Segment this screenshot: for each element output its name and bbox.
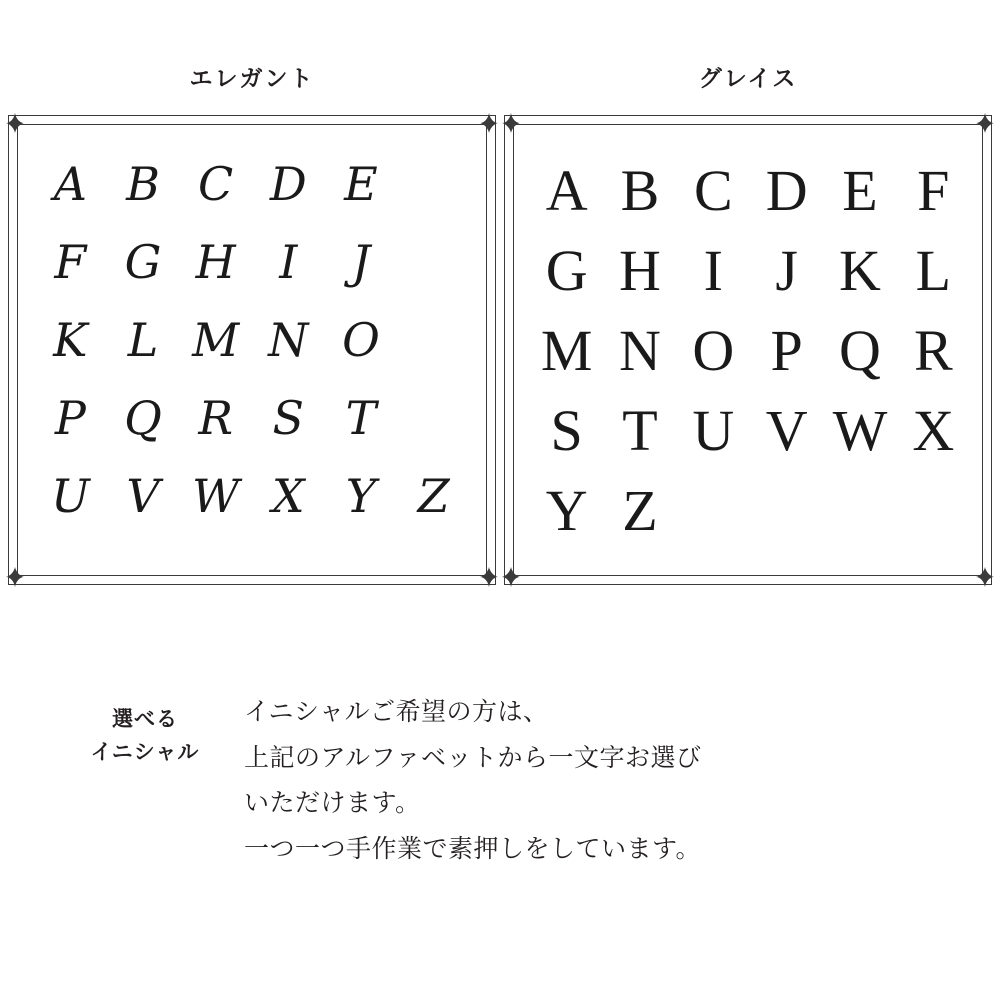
- ornament-corner-icon: [500, 563, 526, 589]
- alphabet-letter: Q: [839, 318, 881, 383]
- alphabet-letter: D: [765, 158, 808, 223]
- alphabet-frame-grace: [504, 115, 992, 585]
- alphabet-letter: L: [915, 238, 952, 303]
- alphabet-letter: P: [54, 391, 86, 445]
- alphabet-letter: J: [351, 235, 371, 289]
- alphabet-letter: P: [770, 318, 803, 383]
- ornament-corner-icon: [970, 563, 996, 589]
- description-line: いただけます。: [244, 789, 421, 817]
- ornament-corner-icon: [500, 111, 526, 137]
- description-label-line: イニシャル: [90, 740, 200, 764]
- alphabet-letter: Y: [545, 478, 588, 543]
- alphabet-letter: F: [917, 158, 950, 223]
- alphabet-letter: N: [619, 318, 661, 383]
- alphabet-letter: T: [345, 391, 377, 445]
- font-panel-title: グレイス: [698, 65, 798, 91]
- alphabet-letter: [397, 379, 470, 457]
- ornament-corner-icon: [4, 563, 30, 589]
- alphabet-letter: B: [620, 158, 660, 223]
- alphabet-letter: W: [832, 398, 888, 463]
- alphabet-letter: J: [775, 238, 798, 303]
- alphabet-letter: I: [703, 238, 723, 303]
- alphabet-letter: R: [198, 391, 233, 445]
- description-text: [230, 690, 940, 872]
- description-line: 上記のアルファベットから一文字お選び: [244, 743, 702, 772]
- font-panel-elegant: [8, 60, 496, 585]
- ornament-corner-icon: [474, 563, 500, 589]
- alphabet-letter: V: [765, 398, 808, 463]
- alphabet-letter: A: [53, 157, 87, 211]
- alphabet-letter: U: [692, 398, 735, 463]
- alphabet-letter: W: [192, 469, 240, 523]
- font-panel-grace: [504, 60, 992, 585]
- alphabet-letter: [397, 223, 470, 301]
- alphabet-letter: E: [842, 158, 878, 223]
- alphabet-letter: F: [54, 235, 87, 289]
- alphabet-letter: G: [124, 235, 162, 289]
- alphabet-letter: B: [126, 157, 160, 211]
- alphabet-letter: [397, 301, 470, 379]
- alphabet-letter: K: [53, 313, 88, 367]
- alphabet-letter: C: [693, 158, 733, 223]
- alphabet-letter: [397, 145, 470, 223]
- alphabet-letter: A: [545, 158, 588, 223]
- alphabet-letter: R: [913, 318, 953, 383]
- ornament-corner-icon: [970, 111, 996, 137]
- alphabet-letter: E: [344, 157, 378, 211]
- alphabet-letter: L: [127, 313, 159, 367]
- initial-description-block: [0, 690, 1000, 872]
- description-label: [60, 690, 230, 769]
- alphabet-letter: G: [545, 238, 588, 303]
- alphabet-letter: S: [550, 398, 583, 463]
- alphabet-letter: C: [198, 157, 234, 211]
- alphabet-letter: S: [272, 391, 305, 445]
- description-label-line: 選べる: [112, 708, 178, 731]
- alphabet-letter: X: [912, 398, 955, 463]
- alphabet-letter: M: [540, 318, 593, 383]
- description-line: 一つ一つ手作業で素押しをしています。: [244, 834, 702, 863]
- alphabet-letter: Y: [345, 469, 377, 523]
- alphabet-letter: O: [342, 313, 380, 367]
- alphabet-letter: O: [692, 318, 735, 383]
- font-panel-title: エレガント: [189, 65, 315, 91]
- alphabet-letter: H: [619, 238, 661, 303]
- alphabet-letter: N: [268, 313, 309, 367]
- alphabet-letter: U: [50, 469, 90, 523]
- alphabet-frame-elegant: [8, 115, 496, 585]
- description-line: イニシャルご希望の方は、: [244, 698, 549, 726]
- alphabet-letter: X: [271, 469, 305, 523]
- alphabet-letter: Q: [124, 391, 162, 445]
- alphabet-letter: K: [839, 238, 881, 303]
- alphabet-letter: H: [195, 235, 236, 289]
- alphabet-letter: V: [126, 469, 160, 523]
- alphabet-letter: I: [279, 235, 298, 289]
- alphabet-letter: M: [192, 313, 240, 367]
- font-sample-panels: [0, 60, 1000, 585]
- ornament-corner-icon: [474, 111, 500, 137]
- alphabet-letter: D: [269, 157, 307, 211]
- alphabet-letter: T: [622, 398, 658, 463]
- alphabet-letter: Z: [622, 478, 658, 543]
- alphabet-grid-grace: [530, 151, 970, 559]
- alphabet-grid-elegant: [34, 145, 470, 559]
- ornament-corner-icon: [4, 111, 30, 137]
- alphabet-letter: Z: [417, 469, 450, 523]
